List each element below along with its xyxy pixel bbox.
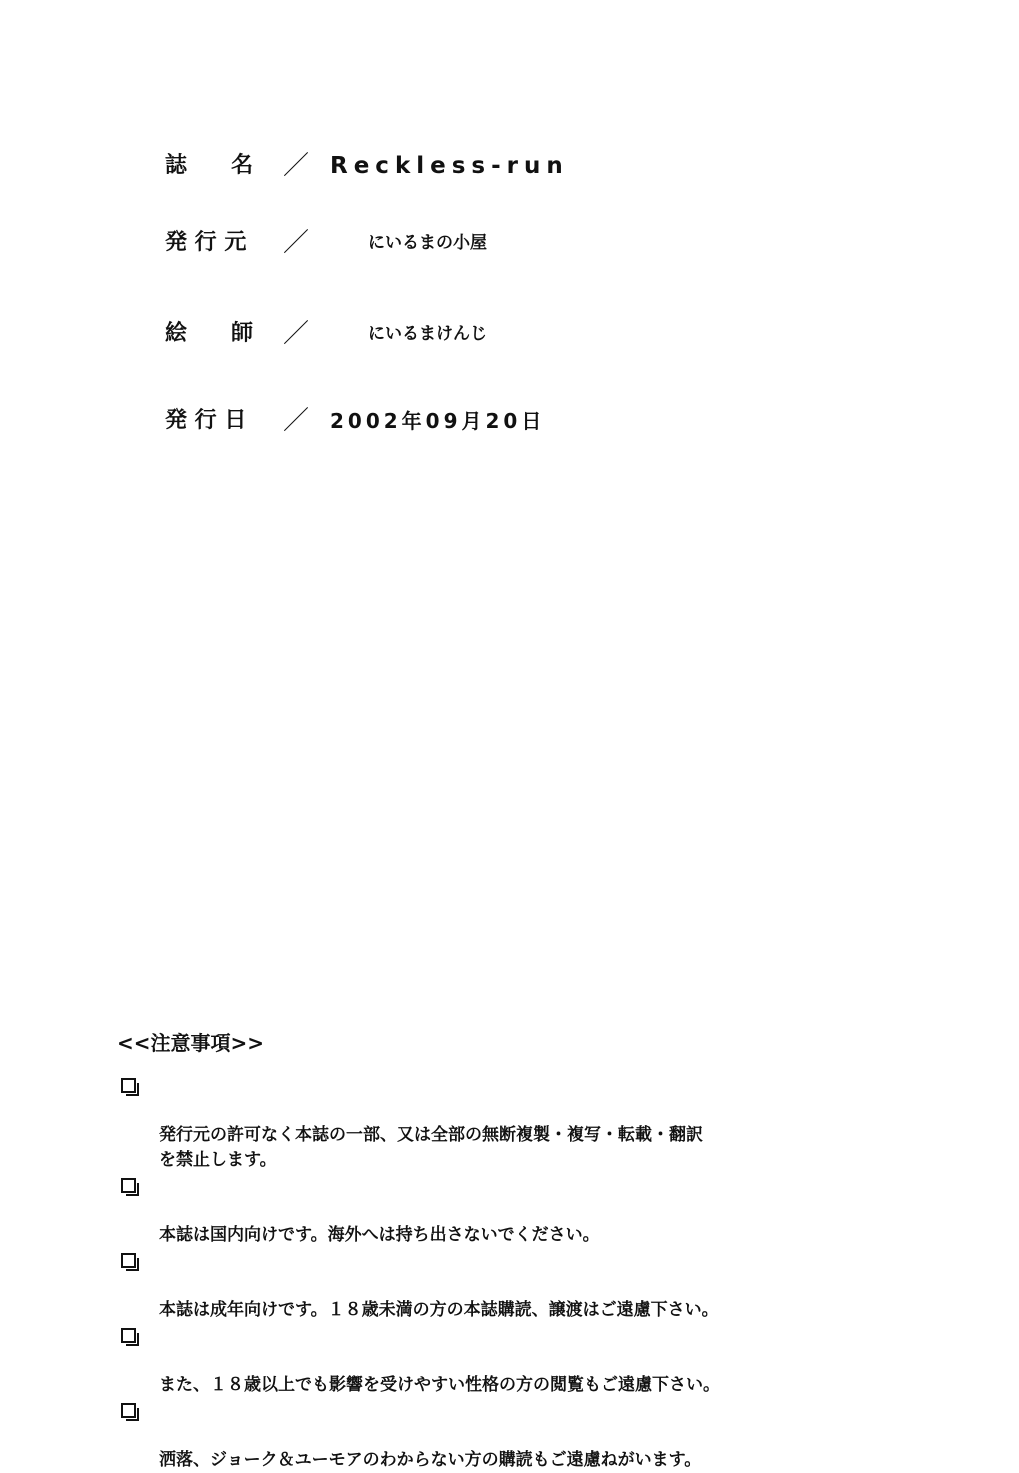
date-value: 2002年09月20日	[330, 409, 546, 433]
artist-separator: ／	[283, 319, 310, 349]
artist-value: にいるまけんじ	[368, 324, 487, 344]
notice-item-text: 発行元の許可なく本誌の一部、又は全部の無断複製・複写・転載・翻訳 を禁止します。	[159, 1125, 703, 1170]
notice-item-text: 本誌は成年向けです。１８歳未満の方の本誌購読、譲渡はご遠慮下さい。	[159, 1300, 719, 1320]
notice-list	[117, 1073, 897, 1473]
date-separator: ／	[283, 406, 310, 436]
notice-item	[117, 1073, 897, 1173]
checkbox-icon	[121, 1328, 136, 1343]
artist-label: 絵 師	[165, 321, 254, 346]
notice-item-text: 本誌は国内向けです。海外へは持ち出さないでください。	[159, 1225, 600, 1245]
notice-item	[117, 1173, 897, 1248]
notice-heading: <<注意事項>>	[117, 1031, 265, 1055]
title-value: Reckless-run	[330, 153, 569, 179]
title-label: 誌 名	[165, 153, 254, 178]
checkbox-icon	[121, 1253, 136, 1268]
date-row	[0, 401, 1019, 441]
title-separator: ／	[283, 151, 310, 181]
notice-section	[117, 1027, 897, 1473]
publisher-value: にいるまの小屋	[368, 233, 487, 253]
artist-row	[0, 314, 1019, 354]
title-row	[0, 146, 1019, 186]
publisher-separator: ／	[283, 228, 310, 258]
notice-item-text: 洒落、ジョーク＆ユーモアのわからない方の購読もご遠慮ねがいます。	[159, 1450, 702, 1470]
colophon	[0, 0, 1019, 500]
checkbox-icon	[121, 1078, 136, 1093]
notice-item	[117, 1248, 897, 1323]
notice-item-text: また、１８歳以上でも影響を受けやすい性格の方の閲覧もご遠慮下さい。	[159, 1375, 720, 1395]
checkbox-icon	[121, 1178, 136, 1193]
date-label: 発 行 日	[165, 408, 247, 433]
notice-item	[117, 1323, 897, 1398]
notice-item	[117, 1398, 897, 1473]
checkbox-icon	[121, 1403, 136, 1418]
publisher-label: 発 行 元	[165, 230, 247, 255]
publisher-row	[0, 223, 1019, 263]
